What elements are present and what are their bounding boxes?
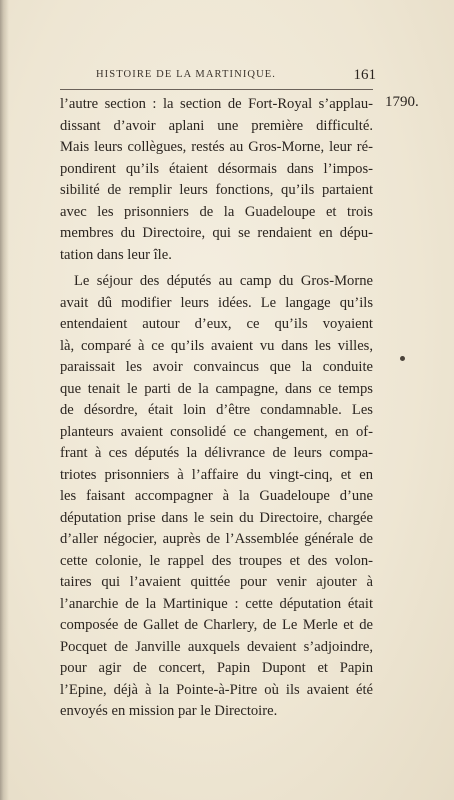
text-line: l’Epine, déjà à la Pointe-à-Pitre où ils avaient été bbox=[60, 681, 373, 698]
text-line: pour agir de concert, Papin Dupont et Papin bbox=[60, 660, 373, 676]
text-line: Mais leurs collègues, restés au Gros-Morne, leur ré- bbox=[60, 139, 373, 155]
text-line: de désordre, était loin d’être condamnable. Les bbox=[60, 402, 373, 418]
text-line: avec les prisonniers de la Guadeloupe et trois bbox=[60, 203, 373, 220]
text-line: sibilité de remplir leurs fonctions, qu’ils partaient bbox=[60, 182, 373, 198]
text-line: Pocquet de Janville auxquels devaient s’adjoindre, bbox=[60, 638, 373, 655]
text-line: planteurs avaient consolidé ce changement, en of- bbox=[60, 423, 373, 440]
text-line: que tenait le parti de la campagne, dans ce temps bbox=[60, 380, 373, 397]
page-header bbox=[96, 67, 376, 83]
text-line: envoyés en mission par le Directoire. bbox=[60, 703, 278, 719]
text-line: députation prise dans le sein du Directoire, chargée bbox=[60, 509, 373, 526]
text-line: triotes prisonniers à l’affaire du vingt-cinq, et en bbox=[60, 466, 373, 483]
text-line: membres du Directoire, qui se rendaient en dépu- bbox=[60, 225, 373, 241]
page-number: 161 bbox=[353, 67, 376, 83]
text-line: pondirent qu’ils étaient désormais dans l’impos- bbox=[60, 160, 373, 177]
body-text bbox=[60, 94, 373, 723]
text-line: Le séjour des députés au camp du Gros-Morne bbox=[74, 273, 373, 289]
text-line: composée de Gallet de Charlery, de Le Merle et de bbox=[60, 617, 373, 633]
text-line: tation dans leur île. bbox=[60, 246, 172, 263]
text-line: taires qui l’avaient quittée pour venir ajouter à bbox=[60, 574, 373, 590]
page-gutter-shadow bbox=[0, 0, 9, 800]
margin-year-note: 1790. bbox=[385, 94, 419, 110]
text-line: l’anarchie de la Martinique : cette députation était bbox=[60, 595, 373, 612]
text-line: avait dû modifier leurs idées. Le langage qu’ils bbox=[60, 294, 373, 311]
text-line: là, comparé à ce qu’ils avaient vu dans les villes, bbox=[60, 337, 373, 354]
ink-speck bbox=[400, 356, 405, 361]
text-line: paraissait les avoir convaincus que la conduite bbox=[60, 359, 373, 375]
text-line: frant à ces députés la délivrance de leurs compa- bbox=[60, 445, 373, 461]
text-line: dissant d’avoir aplani une première difficulté. bbox=[60, 117, 373, 134]
text-line: entendaient autour d’eux, ce qu’ils voyaient bbox=[60, 316, 373, 332]
running-head: HISTOIRE DE LA MARTINIQUE. bbox=[96, 69, 277, 80]
paragraph-2 bbox=[60, 271, 373, 723]
text-line: d’aller négocier, auprès de l’Assemblée générale de bbox=[60, 531, 373, 547]
header-rule bbox=[60, 89, 373, 90]
text-line: l’autre section : la section de Fort-Royal s’applau- bbox=[60, 96, 373, 112]
paragraph-1 bbox=[60, 94, 373, 266]
text-line: les faisant accompagner à la Guadeloupe d’une bbox=[60, 488, 373, 504]
text-line: cette colonie, le rappel des troupes et des volon- bbox=[60, 552, 373, 569]
